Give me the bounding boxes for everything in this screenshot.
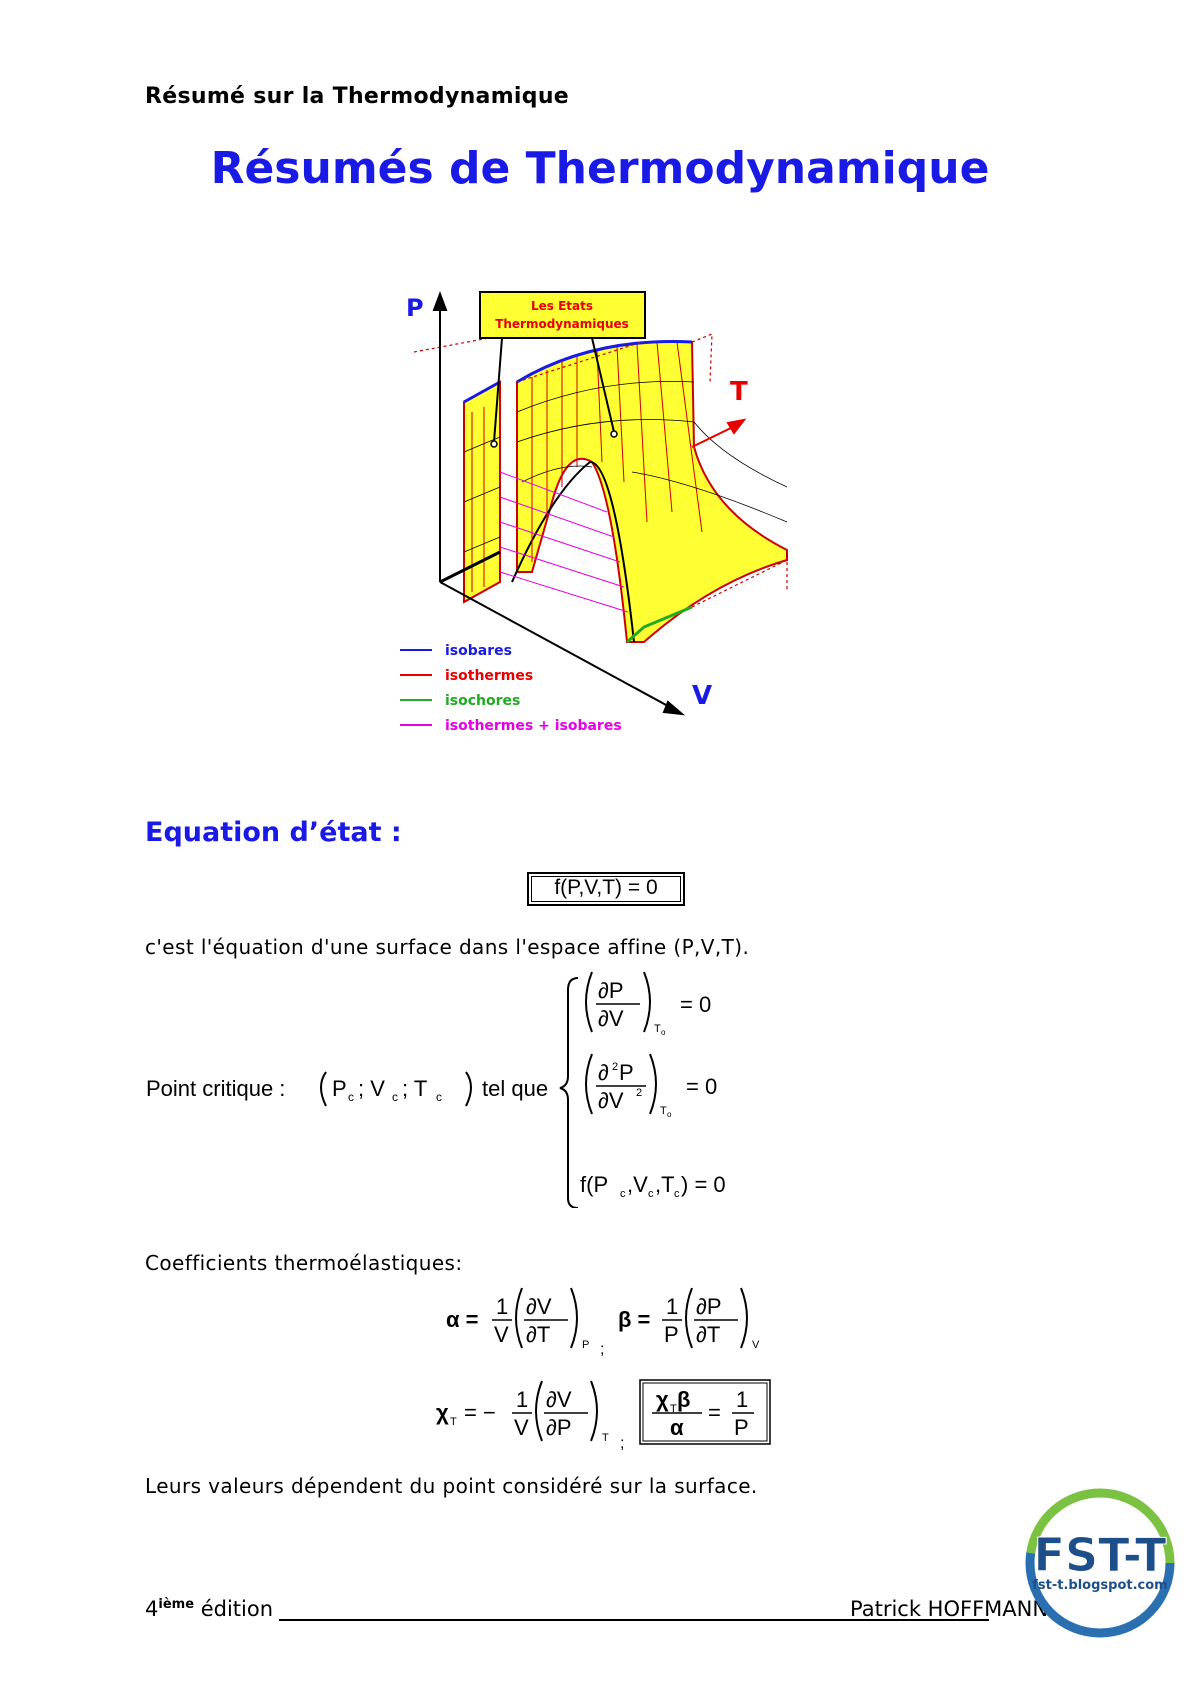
- logo-url: fst-t.blogspot.com: [1032, 1578, 1168, 1593]
- cond3-sub-p: c: [620, 1188, 626, 1200]
- relation-rhs-num: 1: [736, 1387, 749, 1412]
- axis-label-p: P: [406, 294, 424, 322]
- tuple-v: ; V: [358, 1076, 385, 1101]
- chi-symbol: χ: [436, 1400, 449, 1425]
- condition-state-equation: [580, 1172, 726, 1200]
- chi-frac-den: V: [514, 1415, 529, 1440]
- state-equation-box: f(P,V,T) = 0: [527, 872, 685, 906]
- edition-word: édition: [194, 1597, 274, 1621]
- alpha-d-den: ∂T: [526, 1322, 551, 1347]
- cond3-tail: ) = 0: [681, 1172, 726, 1197]
- fst-t-logo: [1018, 1483, 1183, 1643]
- alpha-frac-num: 1: [496, 1294, 509, 1319]
- relation-chi-sub: T: [670, 1403, 677, 1415]
- system-brace: [560, 978, 578, 1208]
- legend-label-isothermes: isothermes: [445, 668, 534, 684]
- chi-symbol-sub: T: [450, 1416, 457, 1428]
- footer-edition: [145, 1597, 273, 1621]
- relation-eq: =: [708, 1400, 721, 1425]
- coefficients-lead: Coefficients thermoélastiques:: [145, 1251, 463, 1275]
- beta-symbol: β =: [618, 1307, 651, 1332]
- closing-sentence: Leurs valeurs dépendent du point considéré sur la surface.: [145, 1474, 758, 1498]
- tuple-t: ; T: [402, 1076, 428, 1101]
- alpha-frac-den: V: [494, 1322, 509, 1347]
- cond3-t: ,T: [655, 1172, 675, 1197]
- critical-point-connector: tel que: [482, 1076, 549, 1101]
- cond2-subsub: o: [667, 1110, 672, 1119]
- tuple-p-sub: c: [348, 1090, 354, 1104]
- alpha-sep: ;: [600, 1341, 605, 1358]
- beta-frac-num: 1: [666, 1294, 679, 1319]
- chi-d-num: ∂V: [546, 1387, 572, 1412]
- beta-sub: V: [752, 1339, 760, 1351]
- surface-sentence: c'est l'équation d'une surface dans l'espace affine (P,V,T).: [145, 935, 750, 959]
- edition-superscript: ième: [158, 1597, 195, 1612]
- relation-rhs-den: P: [734, 1415, 749, 1440]
- cond3-lead: f(P: [580, 1172, 609, 1197]
- beta-d-num: ∂P: [696, 1294, 722, 1319]
- caption-line-2: Thermodynamiques: [495, 317, 629, 331]
- relation-alpha: α: [670, 1415, 684, 1440]
- cond2-num-sup: 2: [612, 1061, 619, 1073]
- page-title: Résumés de Thermodynamique: [210, 143, 990, 194]
- axis-label-v: V: [692, 681, 713, 711]
- chi-sub: T: [602, 1432, 609, 1444]
- cond3-sub-v: c: [648, 1188, 654, 1200]
- cond2-rhs: = 0: [686, 1074, 718, 1099]
- beta-frac-den: P: [664, 1322, 679, 1347]
- chi-eq: = −: [464, 1400, 496, 1425]
- relation-chi: χ: [656, 1387, 669, 1412]
- caption-line-1: Les Etats: [530, 299, 594, 313]
- cond2-num2: P: [619, 1060, 634, 1085]
- cond1-den: ∂V: [598, 1006, 624, 1031]
- alpha-sub: P: [582, 1339, 590, 1351]
- section-title: Equation d’état :: [145, 817, 402, 848]
- cond1-sub: T: [654, 1023, 661, 1035]
- cond2-den: ∂V: [598, 1088, 624, 1113]
- chi-frac-num: 1: [516, 1387, 529, 1412]
- chi-sep: ;: [620, 1435, 625, 1452]
- cond1-rhs: = 0: [680, 992, 712, 1017]
- alpha-symbol: α =: [446, 1307, 479, 1332]
- tuple-v-sub: c: [392, 1090, 398, 1104]
- coefficient-relation-box: [640, 1380, 770, 1444]
- cond2-den-sup: 2: [636, 1087, 643, 1099]
- cond1-subsub: o: [661, 1028, 666, 1037]
- legend-label-isochores: isochores: [445, 693, 521, 709]
- logo-text: FST-T: [1033, 1528, 1167, 1582]
- tuple-p: P: [332, 1076, 347, 1101]
- edition-number: 4: [145, 1597, 159, 1621]
- cond1-num: ∂P: [598, 978, 624, 1003]
- relation-beta: β: [677, 1387, 691, 1412]
- critical-point-system: [140, 968, 840, 1208]
- cond2-sub: T: [660, 1105, 667, 1117]
- alpha-coefficient: [446, 1288, 604, 1358]
- tuple-t-sub: c: [436, 1090, 442, 1104]
- cond3-sub-t: c: [674, 1188, 680, 1200]
- beta-coefficient: [618, 1288, 760, 1351]
- running-header: Résumé sur la Thermodynamique: [145, 84, 570, 109]
- legend-label-mixed: isothermes + isobares: [445, 718, 622, 734]
- chi-d-den: ∂P: [546, 1415, 572, 1440]
- figure-legend: [400, 643, 622, 734]
- cond2-num: ∂: [598, 1060, 609, 1085]
- cond3-v: ,V: [627, 1172, 648, 1197]
- chi-coefficient: [436, 1381, 624, 1452]
- thermoelastic-coefficients: [420, 1278, 820, 1458]
- condition-first-derivative: [586, 972, 711, 1037]
- pvt-surface-figure: [392, 282, 812, 742]
- footer-author: Patrick HOFFMANN: [850, 1597, 1049, 1621]
- axis-label-t: T: [730, 377, 748, 407]
- critical-point-lead: Point critique :: [146, 1076, 286, 1101]
- legend-label-isobares: isobares: [445, 643, 512, 659]
- beta-d-den: ∂T: [696, 1322, 721, 1347]
- condition-second-derivative: [586, 1054, 717, 1119]
- alpha-d-num: ∂V: [526, 1294, 552, 1319]
